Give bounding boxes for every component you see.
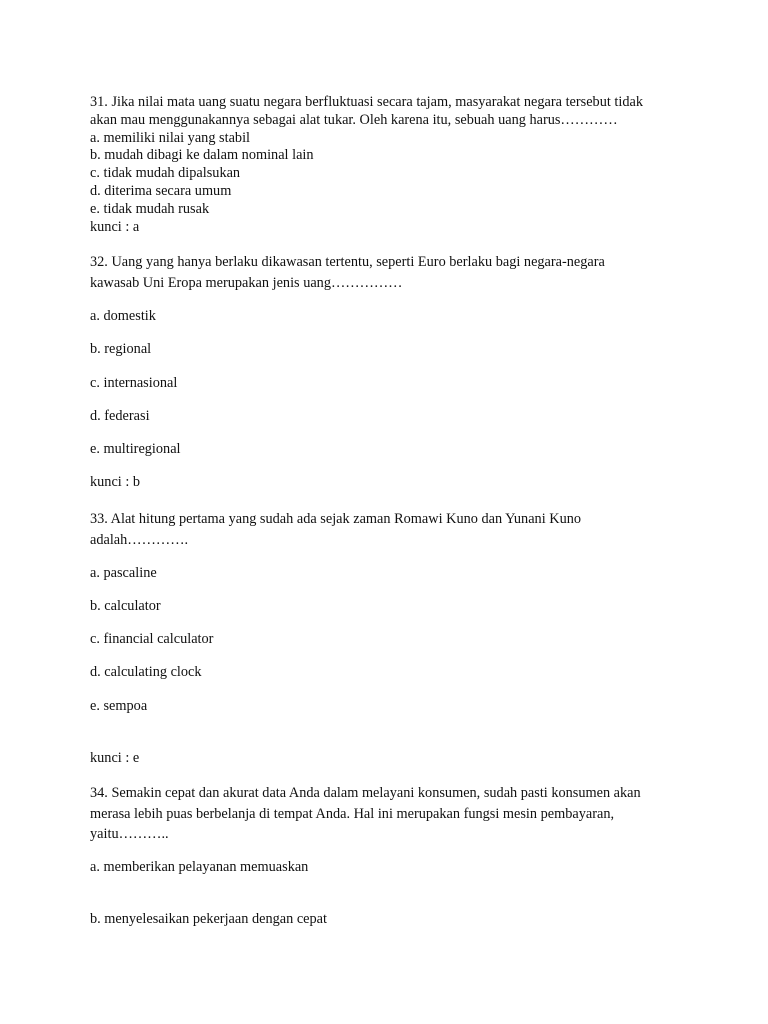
question-33-option-e: e. sempoa	[90, 698, 148, 714]
question-31-option-c: c. tidak mudah dipalsukan	[90, 165, 241, 182]
question-32-option-a: a. domestik	[90, 308, 156, 324]
question-33-option-c: c. financial calculator	[90, 631, 214, 647]
question-31-option-a: a. memiliki nilai yang stabil	[90, 129, 251, 146]
question-32-option-d: d. federasi	[90, 408, 150, 424]
question-34-option-a: a. memberikan pelayanan memuaskan	[90, 859, 309, 875]
question-31-text-line-1: 31. Jika nilai mata uang suatu negara berfluktuasi secara tajam, masyarakat negara tersebut tidak	[90, 94, 643, 110]
question-31-option-b: b. mudah dibagi ke dalam nominal lain	[90, 147, 314, 164]
question-31	[90, 94, 690, 236]
question-32-option-b: b. regional	[90, 341, 152, 357]
question-33-option-a: a. pascaline	[90, 565, 157, 581]
question-34	[90, 783, 690, 845]
question-32	[90, 252, 690, 293]
question-32-option-e: e. multiregional	[90, 441, 181, 457]
question-34-text-line-3: yaitu………..	[90, 826, 169, 842]
question-31-option-e: e. tidak mudah rusak	[90, 200, 210, 217]
question-31-option-d: d. diterima secara umum	[90, 182, 232, 199]
question-32-option-c: c. internasional	[90, 375, 178, 391]
question-34-text-line-1: 34. Semakin cepat dan akurat data Anda dalam melayani konsumen, sudah pasti konsumen akan	[90, 785, 641, 801]
question-33-text-line-1: 33. Alat hitung pertama yang sudah ada sejak zaman Romawi Kuno dan Yunani Kuno	[90, 511, 582, 527]
question-34-text-line-2: merasa lebih puas berbelanja di tempat Anda. Hal ini merupakan fungsi mesin pembayaran,	[90, 805, 615, 822]
question-32-text-line-1: 32. Uang yang hanya berlaku dikawasan tertentu, seperti Euro berlaku bagi negara-negara	[90, 254, 605, 270]
question-31-text-line-2: akan mau menggunakannya sebagai alat tukar. Oleh karena itu, sebuah uang harus…………	[90, 111, 618, 128]
question-31-answer-key: kunci : a	[90, 218, 140, 235]
question-34-option-b: b. menyelesaikan pekerjaan dengan cepat	[90, 911, 327, 927]
question-32-text-line-2: kawasab Uni Eropa merupakan jenis uang……………	[90, 274, 403, 291]
question-33	[90, 509, 690, 550]
question-33-answer-key: kunci : e	[90, 750, 140, 766]
question-33-option-b: b. calculator	[90, 598, 161, 614]
question-33-text-line-2: adalah………….	[90, 531, 189, 548]
question-33-option-d: d. calculating clock	[90, 664, 202, 680]
question-32-answer-key: kunci : b	[90, 474, 141, 490]
